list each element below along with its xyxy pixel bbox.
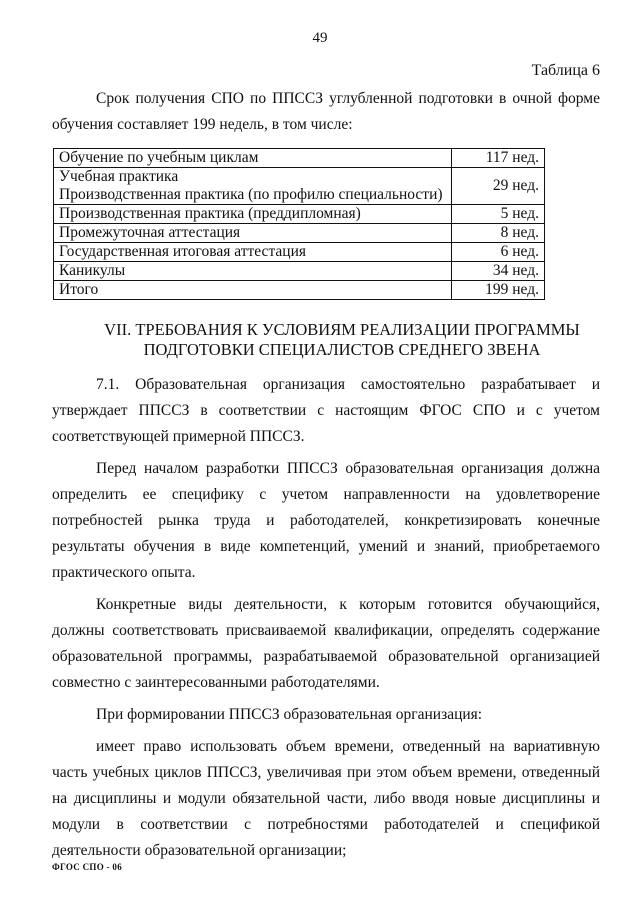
table-label: Таблица 6: [531, 62, 600, 79]
row-label: Производственная практика (преддипломная): [54, 205, 452, 224]
row-value: 199 нед.: [452, 281, 545, 300]
footer-label: ФГОС СПО - 06: [52, 862, 122, 872]
page-number: 49: [312, 30, 328, 46]
table-row: [54, 262, 545, 281]
table-row: [54, 224, 545, 243]
table-row: [54, 149, 545, 168]
paragraph: Конкретные виды деятельности, к которым готовится обучающийся, должны соответствовать присваиваемой квалификации, определять содержание образовательной программы, разрабатываемой образовательной организацией совместно с заинтересованными работодателями.: [52, 596, 600, 691]
paragraph: имеет право использовать объем времени, отведенный на вариативную часть учебных циклов ППССЗ, увеличивая при этом объем времени, отведенный на дисциплины и модули обязательной части, либо вводя новые дисциплины и модули в соответствии с потребностями работодателей и спецификой деятельности образовательной организации;: [52, 738, 600, 859]
paragraph: 7.1. Образовательная организация самостоятельно разрабатывает и утверждает ППССЗ в соответствии с настоящим ФГОС СПО и с учетом соответствующей примерной ППССЗ.: [52, 376, 600, 445]
row-label-merged: [54, 168, 452, 205]
table-row: [54, 281, 545, 300]
section-title: [52, 320, 632, 360]
row-label: Государственная итоговая аттестация: [54, 243, 452, 262]
row-label: Учебная практика: [59, 168, 179, 185]
table-row: [54, 168, 545, 205]
intro-text: Срок получения СПО по ППССЗ углубленной подготовки в очной форме обучения составляет 199 недель, в том числе:: [52, 90, 600, 133]
row-value: 5 нед.: [452, 205, 545, 224]
row-label: Производственная практика (по профилю специальности): [59, 186, 443, 203]
duration-table: [53, 148, 545, 300]
row-value: 6 нед.: [452, 243, 545, 262]
body-text: [52, 372, 600, 870]
section-title-line: ПОДГОТОВКИ СПЕЦИАЛИСТОВ СРЕДНЕГО ЗВЕНА: [143, 340, 541, 359]
row-value: 29 нед.: [452, 168, 545, 205]
intro-paragraph: [52, 86, 600, 138]
paragraph: Перед началом разработки ППССЗ образовательная организация должна определить ее специфику с учетом направленности на удовлетворение потребностей рынка труда и работодателей, конкретизировать конечные результаты обучения в виде компетенций, умений и знаний, приобретаемого практического опыта.: [52, 460, 600, 581]
table-row: [54, 243, 545, 262]
row-label: Промежуточная аттестация: [54, 224, 452, 243]
table-row: [54, 205, 545, 224]
row-value: 117 нед.: [452, 149, 545, 168]
row-label: Каникулы: [54, 262, 452, 281]
row-label: Итого: [54, 281, 452, 300]
row-value: 34 нед.: [452, 262, 545, 281]
row-value: 8 нед.: [452, 224, 545, 243]
row-label: Обучение по учебным циклам: [54, 149, 452, 168]
section-title-line: VII. ТРЕБОВАНИЯ К УСЛОВИЯМ РЕАЛИЗАЦИИ ПРОГРАММЫ: [104, 320, 580, 339]
paragraph: При формировании ППССЗ образовательная организация:: [96, 706, 483, 723]
